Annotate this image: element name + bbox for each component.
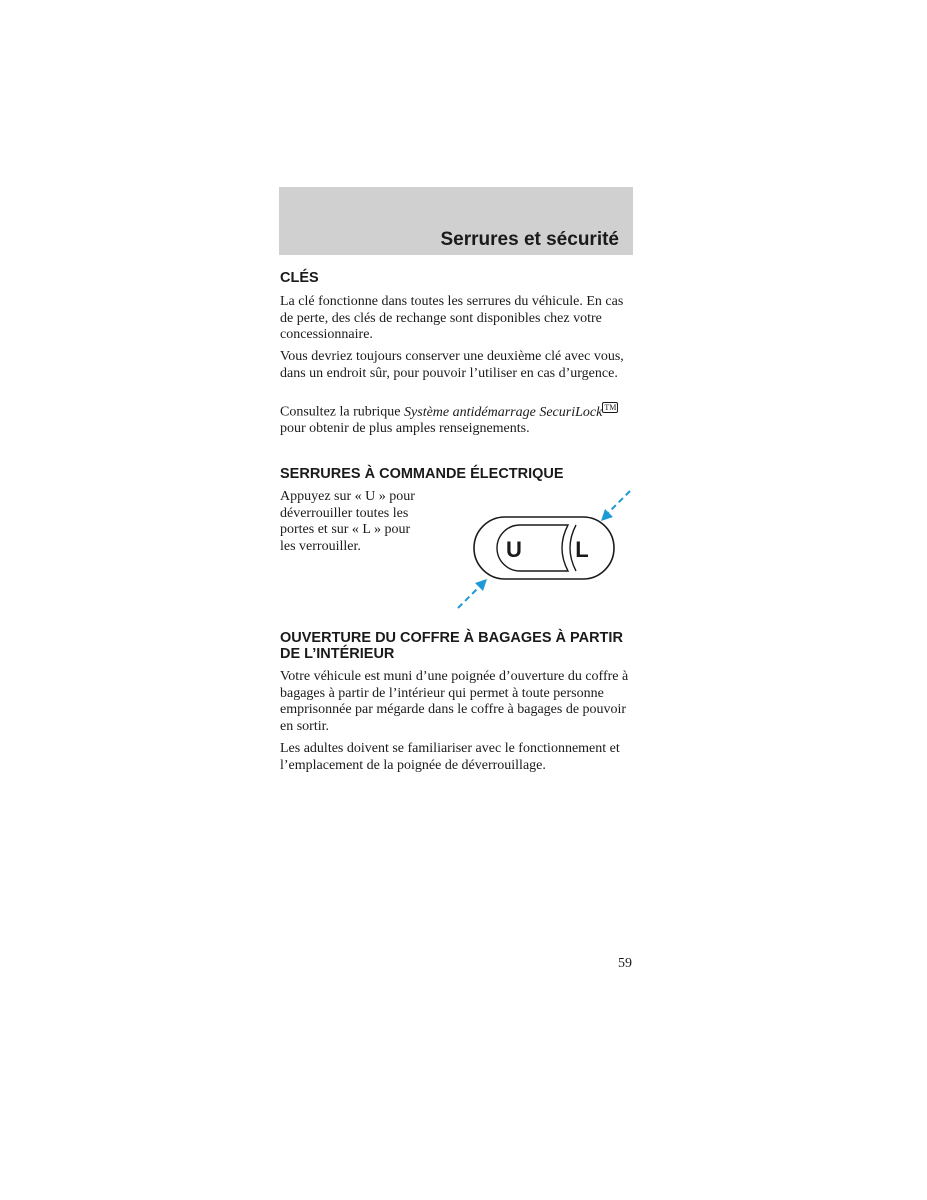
unlock-label: U — [506, 537, 522, 562]
page-title: Serrures et sécurité — [440, 229, 619, 250]
arrow-lock-side — [601, 491, 630, 521]
section-title-serrures: SERRURES À COMMANDE ÉLECTRIQUE — [280, 466, 564, 482]
paragraph-coffre-2: Les adultes doivent se familiariser avec le fonctionnement et l’emplacement de la poignée de déverrouillage. — [280, 741, 620, 773]
securilock-reference — [404, 405, 618, 420]
paragraph-cles-2: Vous devriez toujours conserver une deuxième clé avec vous, dans un endroit sûr, pour pouvoir l’utiliser en cas d’urgence. — [280, 349, 624, 381]
section-header-band — [279, 187, 633, 255]
trademark-mark: TM — [604, 403, 617, 412]
paragraph-cles-1: La clé fonctionne dans toutes les serrures du véhicule. En cas de perte, des clés de rechange sont disponibles chez votre concessionnaire. — [280, 294, 624, 342]
arrow-unlock-side — [458, 579, 487, 608]
paragraph-coffre-1: Votre véhicule est muni d’une poignée d’ouverture du coffre à bagages à partir de l’intérieur qui permet à toute personne emprisonnée par mégarde dans le coffre à bagages de pouvoir en sortir. — [280, 669, 629, 734]
paragraph-cles-3 — [280, 404, 632, 438]
paragraph-serrures: Appuyez sur « U » pour déverrouiller toutes les portes et sur « L » pour les verrouiller. — [280, 489, 415, 554]
section-title-coffre: OUVERTURE DU COFFRE À BAGAGES À PARTIR DE L’INTÉRIEUR — [280, 630, 623, 662]
lock-label: L — [575, 537, 589, 562]
page-number: 59 — [618, 956, 632, 971]
paragraph-cles-3-text: Consultez la rubrique — [280, 404, 405, 420]
paragraph-cles-3-end: pour obtenir de plus amples renseignements. — [280, 421, 530, 437]
switch-housing — [474, 517, 614, 579]
power-lock-switch-illustration — [450, 485, 640, 615]
section-title-cles: CLÉS — [280, 270, 319, 286]
securilock-reference-text: Système antidémarrage SecuriLock — [404, 404, 603, 420]
